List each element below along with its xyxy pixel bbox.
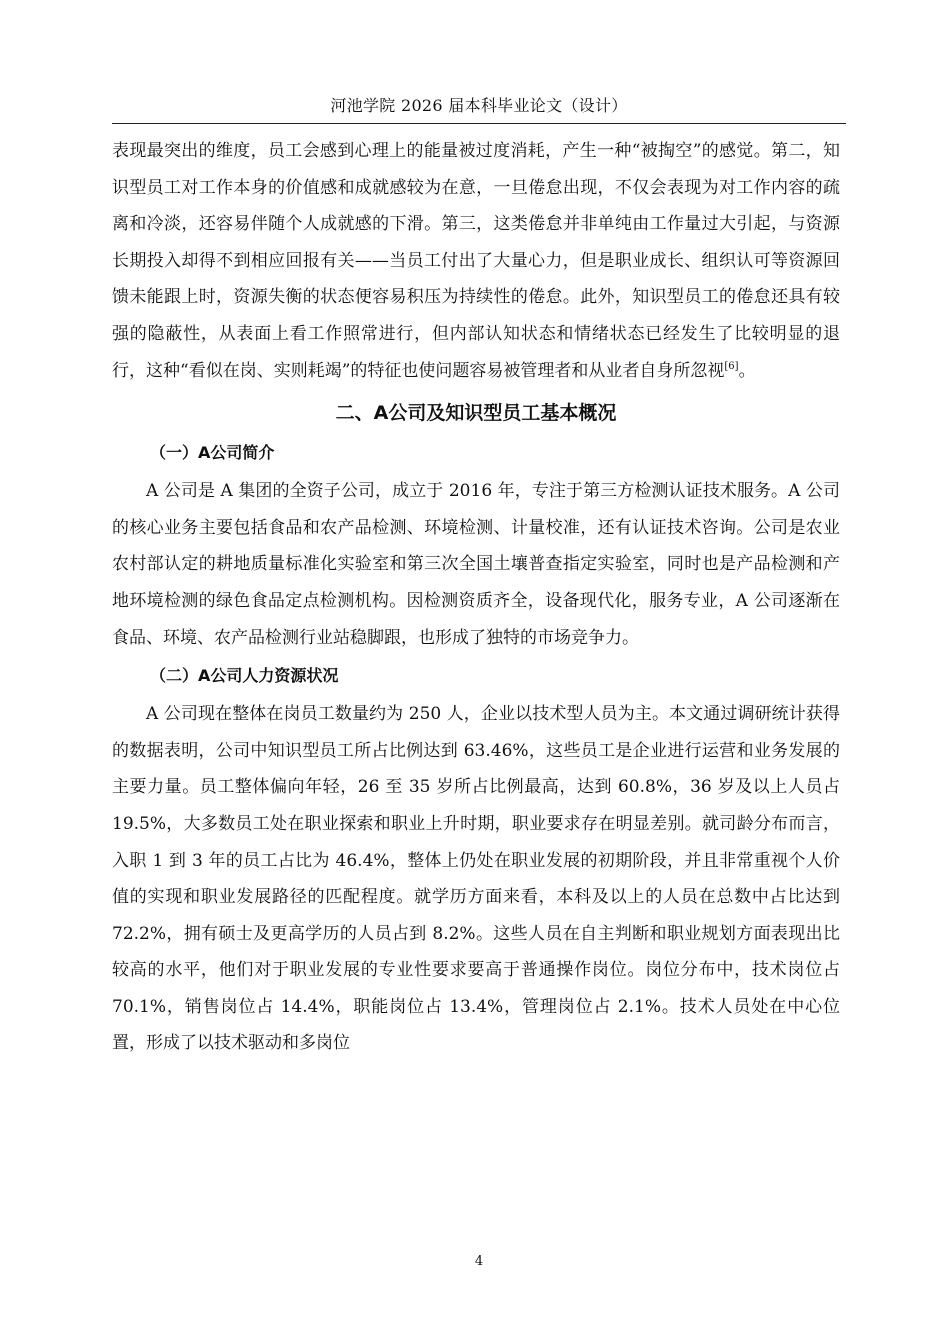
body-paragraph-1: [112, 133, 840, 389]
header-divider: [112, 123, 846, 124]
body-paragraph-2: A 公司是 A 集团的全资子公司，成立于 2016 年，专注于第三方检测认证技术服务。A 公司的核心业务主要包括食品和农产品检测、环境检测、计量校准，还有认证技术咨询。公司是农业农村部认定的耕地质量标准化实验室和第三次全国土壤普查指定实验室，同时也是产品检测和产地环境检测的绿色食品定点检测机构。因检测资质齐全，设备现代化，服务专业，A 公司逐渐在食品、环境、农产品检测行业站稳脚跟，也形成了独特的市场竞争力。: [112, 481, 840, 648]
body-paragraph-1-text: 表现最突出的维度，员工会感到心理上的能量被过度消耗，产生一种“被掏空”的感觉。第二，知识型员工对工作本身的价值感和成就感较为在意，一旦倦怠出现，不仅会表现为对工作内容的疏离和冷淡，还容易伴随个人成就感的下滑。第三，这类倦怠并非单纯由工作量过大引起，与资源长期投入却得不到相应回报有关——当员工付出了大量心力，但是职业成长、组织认可等资源回馈未能跟上时，资源失衡的状态便容易积压为持续性的倦怠。此外，知识型员工的倦怠还具有较强的隐蔽性，从表面上看工作照常进行，但内部认知状态和情绪状态已经发生了比较明显的退行，这种“看似在岗、实则耗竭”的特征也使问题容易被管理者和从业者自身所忽视: [112, 141, 840, 381]
citation-marker: [6]: [724, 360, 739, 372]
subsection-heading-hr-status: （二）A公司人力资源状况: [150, 666, 339, 686]
subsection-heading-company-intro: （一）A公司简介: [150, 443, 275, 463]
page-header: 河池学院 2026 届本科毕业论文（设计）: [330, 96, 628, 115]
page-number: 4: [474, 1254, 484, 1269]
body-paragraph-3: A 公司现在整体在岗员工数量约为 250 人，企业以技术型人员为主。本文通过调研统计获得的数据表明，公司中知识型员工所占比例达到 63.46%，这些员工是企业进行运营和业务发展的主要力量。员工整体偏向年轻，26 至 35 岁所占比例最高，达到 60.8%，36 岁及以上人员占 19.5%，大多数员工处在职业探索和职业上升时期，职业要求存在明显差别。就司龄分布而言，入职 1 到 3 年的员工占比为 46.4%，整体上仍处在职业发展的初期阶段，并且非常重视个人价值的实现和职业发展路径的匹配程度。就学历方面来看，本科及以上的人员在总数中占比达到 72.2%，拥有硕士及更高学历的人员占到 8.2%。这些人员在自主判断和职业规划方面表现出比较高的水平，他们对于职业发展的专业性要求要高于普通操作岗位。岗位分布中，技术岗位占 70.1%，销售岗位占 14.4%，职能岗位占 13.4%，管理岗位占 2.1%。技术人员处在中心位置，形成了以技术驱动和多岗位: [112, 704, 840, 1054]
page-body: [112, 133, 840, 1062]
body-paragraph-1-end: 。: [738, 360, 756, 381]
section-heading: 二、A公司及知识型员工基本概况: [335, 402, 617, 425]
